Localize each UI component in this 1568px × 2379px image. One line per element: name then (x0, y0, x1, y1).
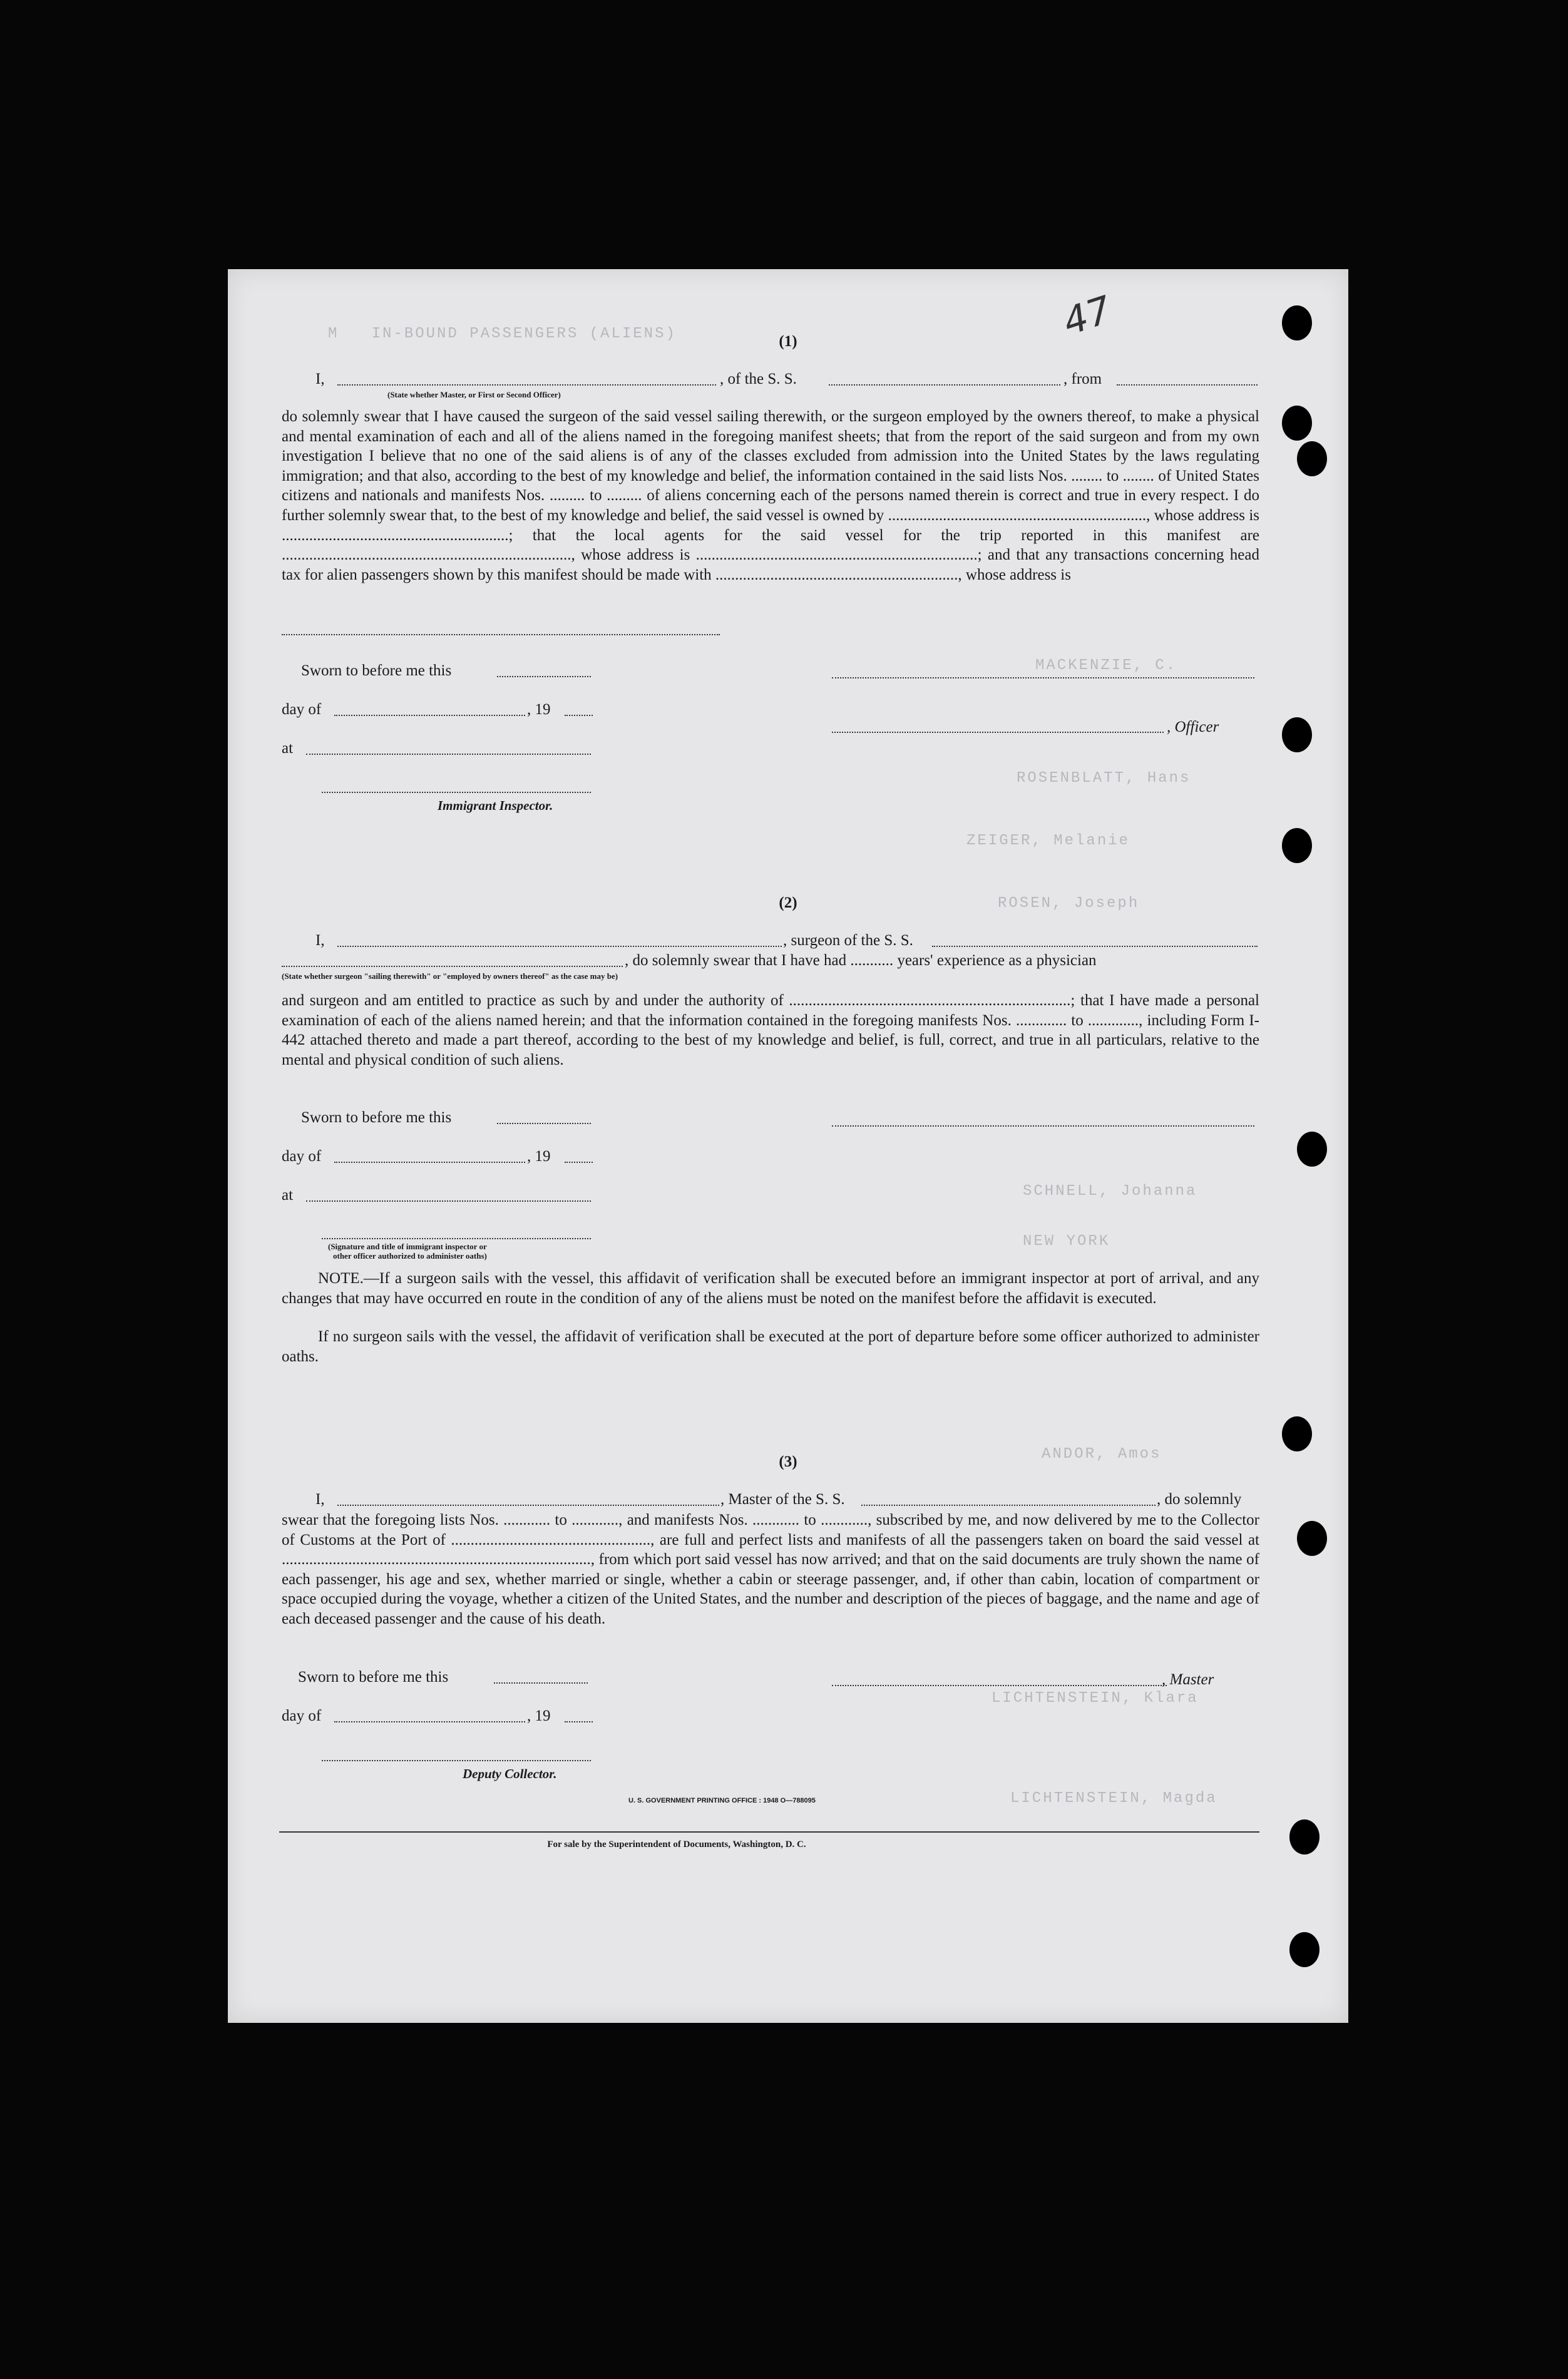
surgeon-name-field[interactable] (337, 946, 782, 947)
punch-hole (1297, 441, 1327, 476)
master-vessel-field[interactable] (861, 1505, 1156, 1506)
section-2-year: , 19 (527, 1148, 551, 1165)
section-1-caption: (State whether Master, or First or Second Officer) (387, 390, 561, 399)
section-3-sworn: Sworn to before me this (298, 1669, 449, 1686)
bleed-through-text: ANDOR, Amos (1042, 1446, 1162, 1463)
printer-imprint: U. S. GOVERNMENT PRINTING OFFICE : 1948 O—788095 (628, 1797, 816, 1804)
punch-hole (1282, 828, 1312, 863)
punch-hole (1289, 1932, 1319, 1967)
section-2-sworn-field[interactable] (497, 1123, 591, 1124)
section-3-day-of: day of (282, 1707, 322, 1724)
bleed-through-text: ROSEN, Joseph (998, 895, 1140, 912)
bleed-through-text: NEW YORK (1023, 1233, 1110, 1250)
surgeon-years-line: , do solemnly swear that I have had ........... years' experience as a physician (625, 952, 1097, 969)
section-3-day-field[interactable] (334, 1721, 525, 1722)
bleed-through-text: M IN-BOUND PASSENGERS (ALIENS) (328, 325, 677, 342)
section-1-year: , 19 (527, 701, 551, 718)
section-1-oath-text: do solemnly swear that I have caused the surgeon of the said vessel sailing therewith, or the surgeon employed by the owners thereof, to make a physical and mental examination of each and all of the aliens named in the foregoing manifest sheets; that from the report of the said surgeon and from my own investigation I believe that no one of the said aliens is of any of the classes excluded from admission into the United States by the laws regulating immigration; and that also, according to the best of my knowledge and belief, the information contained in the said lists Nos. ........ to ........ of United States citizens and nationals and manifests Nos. ......... to ......... of aliens concerning each of the persons named therein is correct and true in every respect. I do further solemnly swear that, to the best of my knowledge and belief, the said vessel is owned by .................................................................., whose address is ..........................................................; that the local agents for the said vessel for the trip reported in this manifest are .........................................................................., whose address is ........................................................................; and that any transactions concerning head tax for alien passengers shown by this manifest should be made with .............................................................., whose address is (282, 408, 1259, 583)
punch-hole (1282, 406, 1312, 441)
from-label: , from (1063, 371, 1102, 387)
punch-hole (1289, 1819, 1319, 1855)
for-sale-notice: For sale by the Superintendent of Documents, Washington, D. C. (547, 1839, 806, 1849)
deputy-collector-line[interactable] (322, 1760, 591, 1761)
vessel-label: , of the S. S. (720, 371, 797, 387)
section-1-sworn-field[interactable] (497, 676, 591, 677)
section-2-sworn: Sworn to before me this (301, 1109, 452, 1126)
bleed-through-text: SCHNELL, Johanna (1023, 1183, 1197, 1200)
section-2-at: at (282, 1187, 294, 1204)
section-2-year-field[interactable] (565, 1162, 593, 1163)
surgeon-signature-line[interactable] (832, 1125, 1254, 1127)
punch-hole (1297, 1132, 1327, 1167)
deputy-collector-caption: Deputy Collector. (463, 1766, 557, 1781)
handwritten-page-number: 47 (1058, 287, 1117, 345)
punch-hole (1297, 1521, 1327, 1556)
section-3-oath-text: swear that the foregoing lists Nos. ............ to ............, and manifests Nos. ............ to ............, subscribed by me, and now delivered by me to the Collector of Customs at the Port of ..................................................., are full and perfect lists and manifests of all the passengers taken on board the said vessel at ..............................................................................., from which port said vessel has now arrived; and that on the said documents are truly shown the name of each passenger, his age and sex, whether married or single, whether a cabin or steerage passenger, and, if other than cabin, location of compartment or space occupied during the voyage, whether a citizen of the United States, and the number and description of the pieces of baggage, and the name and age of each deceased passenger and the cause of his death. (282, 1512, 1259, 1627)
section-2-caption: (State whether surgeon "sailing therewith" or "employed by owners thereof" as the case may be) (282, 971, 618, 981)
section-3-i: I, (315, 1491, 325, 1508)
section-1-at: at (282, 740, 294, 757)
section-2-caption-1: (Signature and title of immigrant inspector or (328, 1242, 487, 1251)
bleed-through-text: MACKENZIE, C. (1035, 657, 1177, 674)
section-3-sworn-field[interactable] (494, 1682, 588, 1684)
section-1-at-field[interactable] (306, 754, 591, 755)
master-name-field[interactable] (337, 1505, 719, 1506)
section-1-year-field[interactable] (565, 715, 593, 716)
officer-name-field[interactable] (337, 384, 716, 386)
bleed-through-text: ROSENBLATT, Hans (1017, 770, 1191, 787)
section-1-i: I, (315, 371, 325, 387)
punch-hole (1282, 717, 1312, 752)
no-surgeon-note: If no surgeon sails with the vessel, the affidavit of verification shall be executed at the port of departure before some officer authorized to administer oaths. (282, 1328, 1259, 1365)
section-2-at-field[interactable] (306, 1200, 591, 1202)
officer-signature-line-2[interactable] (832, 732, 1164, 733)
surgeon-note: NOTE.—If a surgeon sails with the vessel, this affidavit of verification shall be executed before an immigrant inspector at port of arrival, and any changes that may have occurred en route in the condition of any of the aliens must be noted on the manifest before the affidavit is executed. (282, 1270, 1259, 1307)
master-label: , Master (1162, 1671, 1214, 1688)
surgeon-vessel-field[interactable] (932, 946, 1258, 947)
section-2-number: (2) (779, 894, 797, 911)
manifest-affidavit-page (228, 269, 1348, 2023)
from-port-field[interactable] (1117, 384, 1258, 386)
section-2-day-field[interactable] (334, 1162, 525, 1163)
do-solemnly-label: , do solemnly (1157, 1491, 1242, 1508)
vessel-name-field[interactable] (829, 384, 1060, 386)
section-1-number: (1) (779, 333, 797, 350)
section-2-i: I, (315, 932, 325, 949)
section-1-day-field[interactable] (334, 715, 525, 716)
surgeon-status-field[interactable] (282, 966, 623, 967)
bleed-through-text: ZEIGER, Melanie (966, 832, 1130, 849)
section-3-year-field[interactable] (565, 1721, 593, 1722)
section-3-number: (3) (779, 1453, 797, 1470)
master-of-label: , Master of the S. S. (720, 1491, 845, 1508)
section-2-oath-text: and surgeon and am entitled to practice as such by and under the authority of ........................................................................; that I have made a personal examination of each of the aliens named herein; and that the information contained in the foregoing manifests Nos. ............. to ............., including Form I-442 attached thereto and made a part thereof, according to the best of my knowledge and belief, is full, correct, and true in all particulars, relative to the mental and physical condition of such aliens. (282, 992, 1259, 1068)
section-1-sworn: Sworn to before me this (301, 662, 452, 679)
section-3-year: , 19 (527, 1707, 551, 1724)
footer-rule (279, 1831, 1259, 1833)
officer-label: , Officer (1167, 719, 1219, 735)
section-2-caption-2: other officer authorized to administer oaths) (333, 1251, 487, 1261)
surgeon-of-label: , surgeon of the S. S. (783, 932, 913, 949)
immigrant-inspector-caption: Immigrant Inspector. (438, 798, 553, 813)
bleed-through-text: LICHTENSTEIN, Klara (992, 1690, 1199, 1707)
officer-signature-line-1[interactable] (832, 677, 1254, 678)
section-2-day-of: day of (282, 1148, 322, 1165)
punch-hole (1282, 305, 1312, 340)
inspector-signature-line[interactable] (322, 792, 591, 793)
section-1-day-of: day of (282, 701, 322, 718)
head-tax-address-field[interactable] (282, 634, 720, 635)
punch-hole (1282, 1416, 1312, 1451)
bleed-through-text: LICHTENSTEIN, Magda (1010, 1790, 1217, 1807)
master-signature-line[interactable] (832, 1685, 1167, 1686)
section-2-inspector-line[interactable] (322, 1238, 591, 1239)
